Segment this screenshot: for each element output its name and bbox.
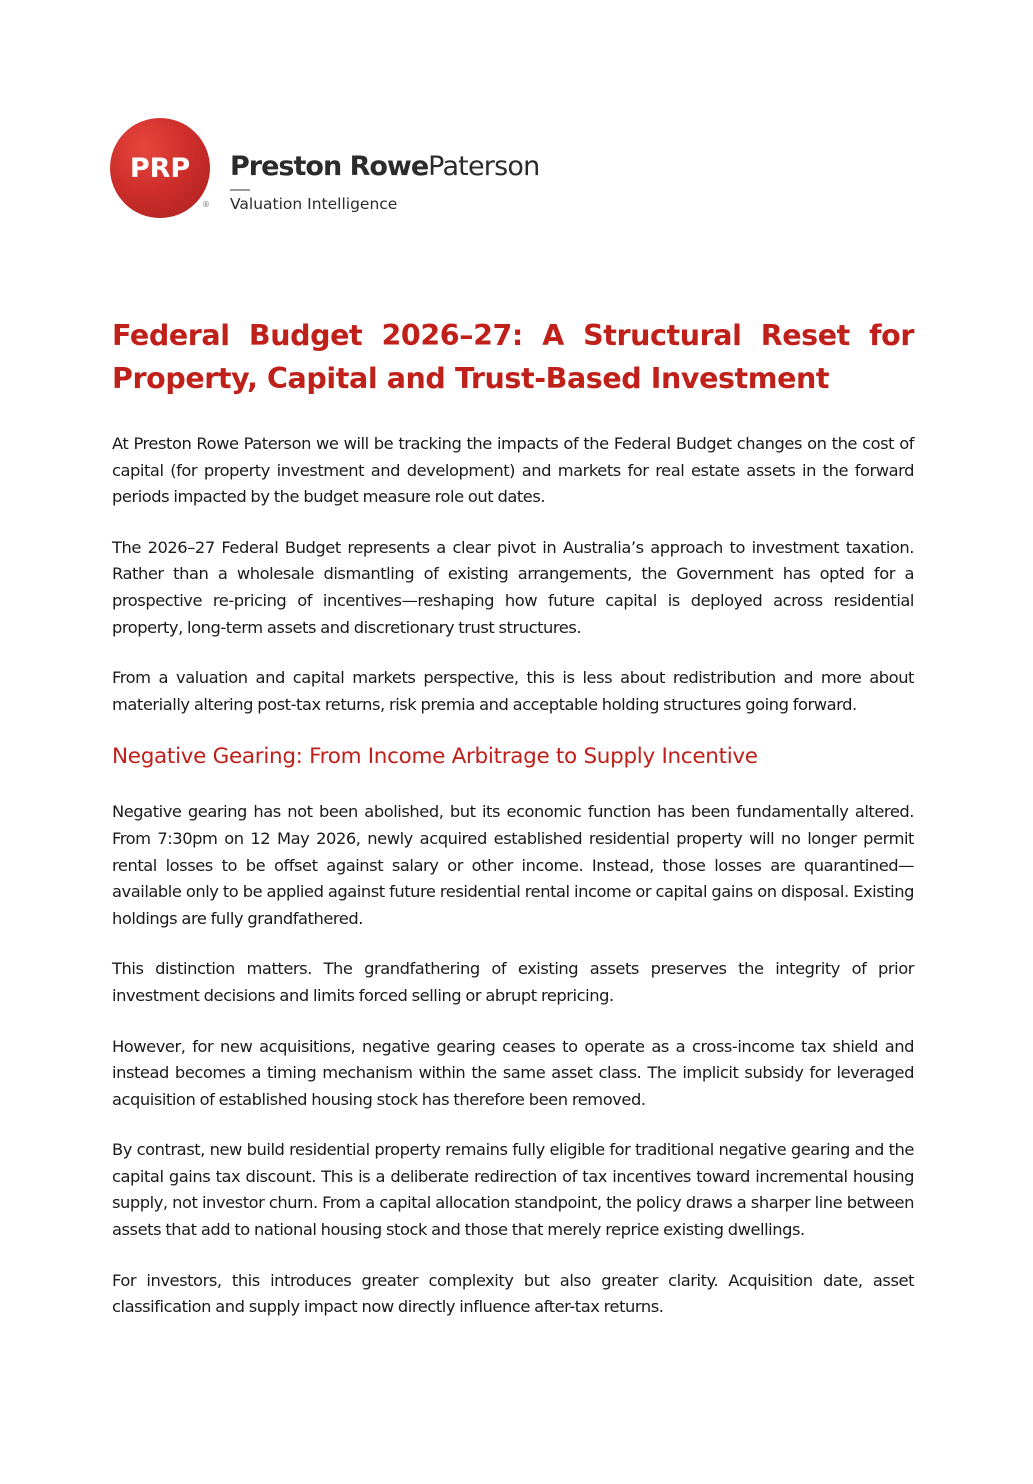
intro-paragraph-3: From a valuation and capital markets perspective, this is less about redistribution and more about materially altering post-tax returns, risk premia and acceptable holding structures going forward. [112,668,914,714]
logo-divider [230,189,250,191]
logo-emblem [110,118,210,218]
company-tagline: Valuation Intelligence [230,195,398,213]
intro-paragraph-2: The 2026–27 Federal Budget represents a clear pivot in Australia’s approach to investment taxation. Rather than a wholesale dismantling of existing arrangements, the Government has opted for a prospective re-pricing of incentives—reshaping how future capital is deployed across residential property, long-term assets and discretionary trust structures. [112,537,914,637]
intro-paragraph-1: At Preston Rowe Paterson we will be tracking the impacts of the Federal Budget changes on the cost of capital (for property investment and development) and markets for real estate assets in the forward periods impacted by the budget measure role out dates. [112,434,914,507]
section-paragraph-1: Negative gearing has not been abolished, but its economic function has been fundamentally altered. From 7:30pm on 12 May 2026, newly acquired established residential property will no longer permit rental losses to be offset against salary or other income. Instead, those losses are quarantined—available only to be applied against future residential rental income or capital gains on disposal. Existing holdings are fully grandfathered. [112,802,914,928]
section-paragraph-4: By contrast, new build residential property remains fully eligible for traditional negative gearing and the capital gains tax discount. This is a deliberate redirection of tax incentives toward incremental housing supply, not investor churn. From a capital allocation standpoint, the policy draws a sharper line between assets that add to national housing stock and those that merely reprice existing dwellings. [112,1140,914,1240]
company-name [230,151,539,182]
logo-mark-text: PRP [129,152,191,184]
section-heading: Negative Gearing: From Income Arbitrage to Supply Incentive [112,744,758,770]
section-paragraph-3: However, for new acquisitions, negative gearing ceases to operate as a cross-income tax shield and instead becomes a timing mechanism within the same asset class. The implicit subsidy for leveraged acquisition of established housing stock has therefore been removed. [112,1036,914,1109]
article-body [112,314,914,1345]
company-name-light: Paterson [428,151,540,182]
company-name-bold: Preston Rowe [230,151,429,182]
section-paragraph-5: For investors, this introduces greater complexity but also greater clarity. Acquisition date, asset classification and supply impact now directly influence after-tax returns. [112,1270,914,1317]
company-logo [110,118,540,220]
article-title: Federal Budget 2026–27: A Structural Reset for Property, Capital and Trust-Based Investment [112,319,914,395]
registered-mark: ® [202,200,210,209]
section-paragraph-2: This distinction matters. The grandfathering of existing assets preserves the integrity of prior investment decisions and limits forced selling or abrupt repricing. [112,959,914,1005]
